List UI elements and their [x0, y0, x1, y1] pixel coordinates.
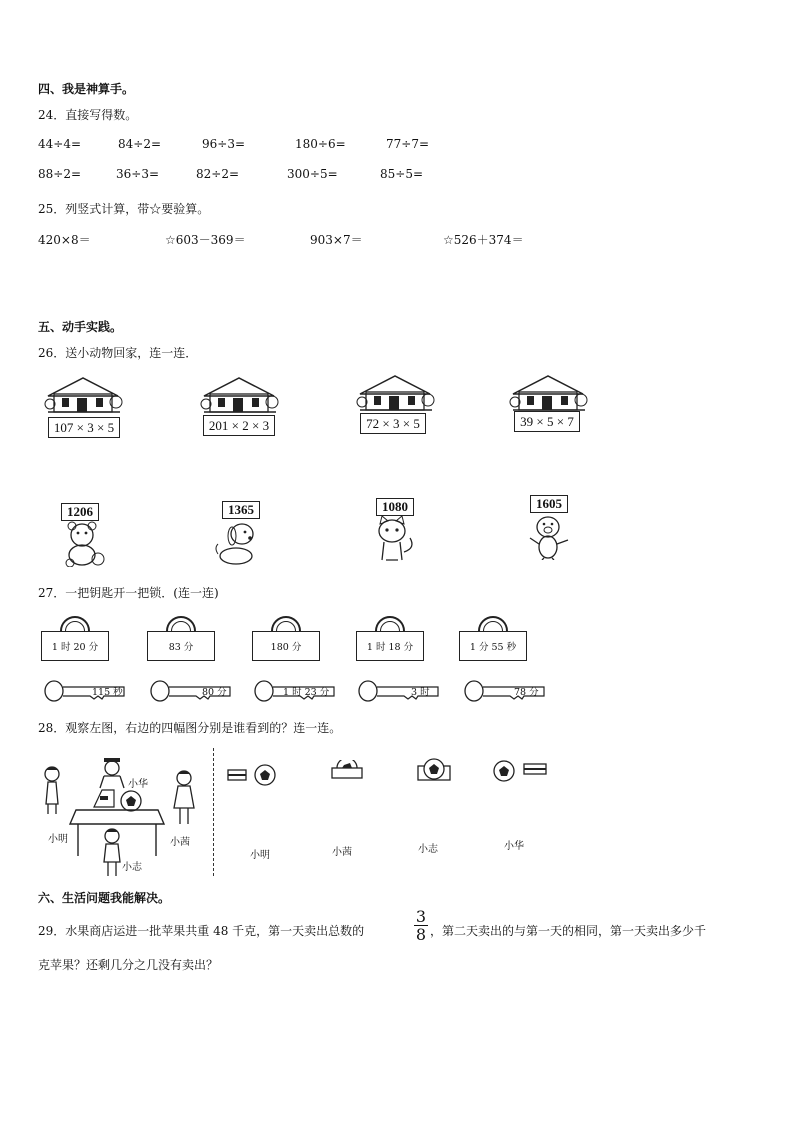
question-27-text: 27．一把钥匙开一把锁．(连一连): [38, 586, 219, 600]
dog-icon: [212, 520, 264, 566]
calc-item: 96÷3=: [202, 137, 246, 151]
calc-item: 82÷2=: [196, 167, 240, 181]
house-label-box: 107 × 3 × 5: [48, 417, 120, 438]
house-icon: [356, 374, 436, 412]
key-label: 115 秒: [92, 687, 123, 698]
vertical-calc-item: 420×8＝: [38, 233, 91, 247]
lock-label: 1 时 18 分: [356, 631, 424, 661]
person-label: 小明: [48, 834, 68, 845]
question-28-text: 28．观察左图，右边的四幅图分别是谁看到的？连一连。: [38, 721, 342, 735]
calc-item: 36÷3=: [116, 167, 160, 181]
view-ball-box-icon: [414, 756, 454, 784]
dashed-divider: [213, 748, 214, 876]
view-label: 小华: [504, 841, 524, 852]
vertical-calc-item: ☆603－369＝: [165, 233, 246, 247]
calc-item: 84÷2=: [118, 137, 162, 151]
view-ball-over-box-icon: [330, 760, 366, 780]
key-label: 80 分: [202, 687, 227, 698]
vertical-calc-item: 903×7＝: [310, 233, 363, 247]
pig-icon: [526, 514, 578, 560]
view-label: 小明: [250, 850, 270, 861]
animal-number-sign: 1080: [376, 498, 414, 516]
view-ball-box-icon: [492, 758, 552, 784]
key-label: 78 分: [514, 687, 539, 698]
key-label: 1 时 23 分: [283, 687, 330, 698]
lock-label: 1 时 20 分: [41, 631, 109, 661]
question-29-text-part3: 克苹果？还剩几分之几没有卖出？: [38, 958, 219, 972]
fraction-numerator: 3: [415, 907, 427, 926]
key-label: 3 时: [411, 687, 430, 698]
person-label: 小华: [128, 779, 148, 790]
section-4-title: 四、我是神算手。: [38, 82, 135, 96]
house-icon: [44, 376, 124, 414]
animal-number-sign: 1206: [61, 503, 99, 521]
view-box-ball-icon: [226, 762, 282, 788]
lock-label: 1 分 55 秒: [459, 631, 527, 661]
question-29-text-part2: ，第二天卖出的与第一天的相同，第一天卖出多少千: [430, 924, 707, 938]
house-icon: [509, 374, 589, 412]
fraction: [414, 908, 428, 943]
animal-number-sign: 1365: [222, 501, 260, 519]
section-6-title: 六、生活问题我能解决。: [38, 891, 171, 905]
lock: [41, 616, 111, 662]
view-label: 小志: [418, 844, 438, 855]
question-26-text: 26．送小动物回家，连一连．: [38, 346, 198, 360]
calc-item: 180÷6=: [295, 137, 346, 151]
house-label-box: 201 × 2 × 3: [203, 415, 275, 436]
section-5-title: 五、动手实践。: [38, 320, 123, 334]
house-label-box: 72 × 3 × 5: [360, 413, 426, 434]
question-29-text-part1: 29．水果商店运进一批苹果共重 48 千克，第一天卖出总数的: [38, 924, 365, 938]
cat-icon: [370, 516, 422, 562]
lock: [252, 616, 322, 662]
lock-label: 83 分: [147, 631, 215, 661]
question-24-text: 24．直接写得数。: [38, 108, 138, 122]
lock: [147, 616, 217, 662]
calc-item: 300÷5=: [287, 167, 338, 181]
vertical-calc-item: ☆526＋374＝: [443, 233, 524, 247]
calc-item: 44÷4=: [38, 137, 82, 151]
house-icon: [200, 376, 280, 414]
fraction-denominator: 8: [415, 925, 427, 944]
bear-icon: [60, 521, 112, 567]
animal-number-sign: 1605: [530, 495, 568, 513]
lock: [356, 616, 426, 662]
lock: [459, 616, 529, 662]
person-label: 小志: [122, 862, 142, 873]
person-label: 小茜: [170, 837, 190, 848]
house-label-box: 39 × 5 × 7: [514, 411, 580, 432]
question-25-text: 25．列竖式计算，带☆要验算。: [38, 202, 210, 216]
calc-item: 77÷7=: [386, 137, 430, 151]
lock-label: 180 分: [252, 631, 320, 661]
calc-item: 88÷2=: [38, 167, 82, 181]
view-label: 小茜: [332, 847, 352, 858]
calc-item: 85÷5=: [380, 167, 424, 181]
